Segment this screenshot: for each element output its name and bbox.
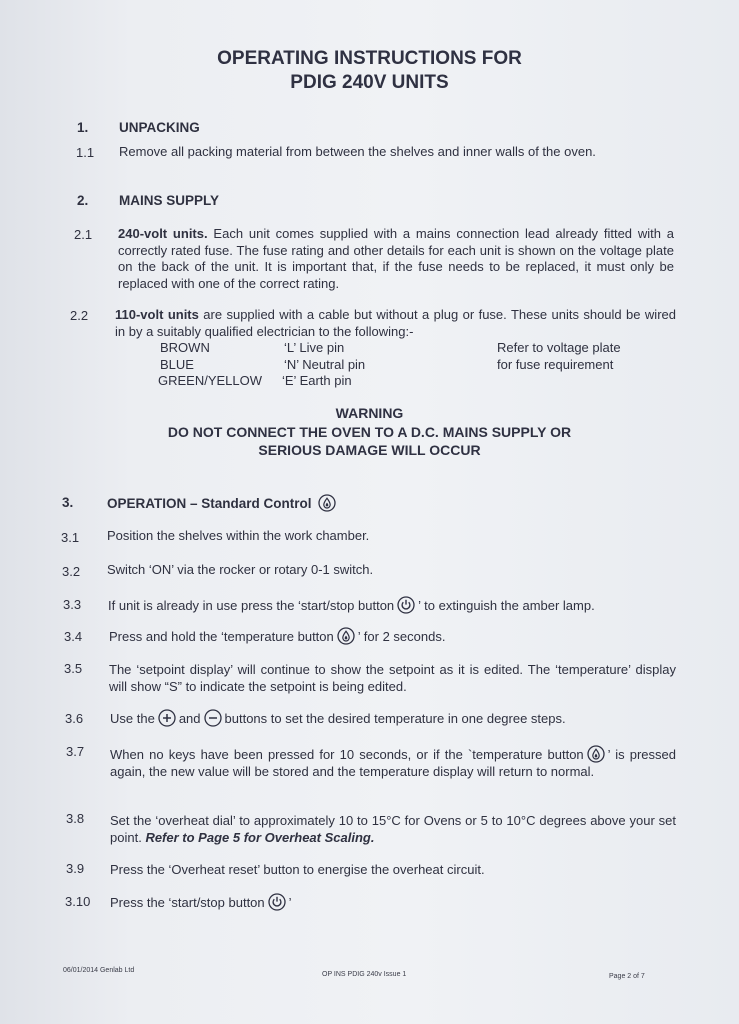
item-3-9-number: 3.9: [66, 861, 85, 876]
title-line-2: PDIG 240V UNITS: [290, 72, 449, 93]
item-3-10-line: [110, 893, 292, 912]
temperature-icon: [318, 494, 336, 512]
item-3-8-text: [110, 813, 676, 846]
item-2-2-paragraph: [115, 307, 676, 340]
wiring-pin: ‘E’ Earth pin: [282, 373, 352, 388]
item-3-7-text: [110, 745, 676, 780]
section-3-heading-wrap: [107, 494, 339, 512]
footer-doc-ref: OP INS PDIG 240v Issue 1: [322, 971, 407, 978]
item-3-7-text-a: When no keys have been pressed for 10 seconds, or if the `temperature button: [110, 747, 584, 762]
item-3-5-text: The ‘setpoint display’ will continue to show the setpoint as it is edited. The ‘temperature’ display will show “S” to indicate the setpoint is being edited.: [109, 662, 676, 694]
wiring-pin: ‘N’ Neutral pin: [284, 357, 366, 372]
item-3-1-text: Position the shelves within the work chamber.: [107, 528, 370, 543]
item-3-6-text-b: and: [178, 711, 201, 726]
warning-box: [0, 404, 739, 460]
item-3-5-number: 3.5: [64, 661, 83, 676]
plus-icon: [158, 709, 176, 727]
section-2-number: 2.: [77, 193, 89, 208]
item-3-8-text-a: Set the ‘overheat dial’ to approximately 10 to 15°C for Ovens or 5 to 10°C degrees above your set point.: [110, 813, 676, 845]
wiring-note: Refer to voltage plate: [497, 340, 621, 355]
item-3-10-number: 3.10: [65, 894, 91, 909]
warning-line-2: DO NOT CONNECT THE OVEN TO A D.C. MAINS SUPPLY OR: [167, 423, 572, 440]
warning-title: WARNING: [335, 405, 404, 421]
item-3-3-text-b: ’ to extinguish the amber lamp.: [418, 598, 595, 613]
item-1-1-text: Remove all packing material from between the shelves and inner walls of the oven.: [119, 144, 596, 159]
item-1-1-number: 1.1: [76, 145, 95, 160]
item-3-8-number: 3.8: [66, 811, 85, 826]
section-2-heading: MAINS SUPPLY: [119, 193, 220, 208]
item-3-8-reference: Refer to Page 5 for Overheat Scaling.: [145, 829, 375, 845]
item-3-3-number: 3.3: [63, 597, 82, 612]
wiring-colour: GREEN/YELLOW: [158, 373, 263, 388]
temperature-icon: [587, 745, 605, 763]
item-3-2-text: Switch ‘ON’ via the rocker or rotary 0-1 switch.: [107, 562, 374, 577]
section-1-number: 1.: [77, 120, 89, 135]
item-3-6-text-a: Use the: [110, 711, 155, 726]
item-3-7-number: 3.7: [66, 744, 85, 759]
item-2-1-paragraph: [118, 226, 674, 292]
footer-date: 06/01/2014 Genlab Ltd: [63, 967, 135, 974]
item-2-1-number: 2.1: [74, 227, 93, 242]
wiring-note: for fuse requirement: [497, 357, 614, 372]
item-3-4-text-b: ’ for 2 seconds.: [357, 629, 446, 644]
item-2-1-bold: 240-volt units.: [118, 226, 208, 241]
title-line-1: OPERATING INSTRUCTIONS FOR: [217, 48, 522, 69]
item-3-9-text: Press the ‘Overheat reset’ button to energise the overheat circuit.: [110, 862, 485, 877]
item-3-10-text-b: ’: [288, 895, 292, 910]
wiring-colour: BROWN: [160, 340, 210, 355]
item-3-1-number: 3.1: [61, 530, 80, 545]
item-3-4-text-a: Press and hold the ‘temperature button: [109, 629, 334, 644]
item-3-6-line: [110, 709, 566, 728]
item-2-1-text: Each unit comes supplied with a mains connection lead already fitted with a correctly rated fuse. The fuse rating and other details for each unit is shown on the voltage plate on the back of the unit. It is important that, if the fuse needs to be replaced, it must only be replaced with one of the correct rating.: [118, 226, 674, 291]
section-3-number: 3.: [62, 495, 74, 510]
section-1-heading: UNPACKING: [119, 120, 200, 135]
item-3-4-number: 3.4: [64, 629, 83, 644]
wiring-pin: ‘L’ Live pin: [284, 340, 345, 355]
item-3-3-text-a: If unit is already in use press the ‘start/stop button: [108, 598, 395, 613]
item-3-3-line: [108, 596, 595, 615]
item-3-4-line: [109, 627, 445, 646]
item-2-2-bold: 110-volt units: [115, 307, 199, 322]
page-title: [0, 47, 739, 95]
item-3-10-text-a: Press the ‘start/stop button: [110, 895, 265, 910]
item-3-2-number: 3.2: [62, 564, 81, 579]
power-icon: [397, 596, 415, 614]
item-3-6-number: 3.6: [65, 711, 84, 726]
wiring-colour: BLUE: [160, 357, 194, 372]
power-icon: [268, 893, 286, 911]
temperature-icon: [337, 627, 355, 645]
item-2-2-number: 2.2: [70, 308, 89, 323]
section-3-heading: OPERATION – Standard Control: [107, 496, 312, 511]
item-2-2-text: are supplied with a cable but without a plug or fuse. These units should be wired in by a suitably qualified electrician to the following:-: [115, 307, 676, 339]
minus-icon: [204, 709, 222, 727]
item-3-7-text-b: ’ is pressed again, the new value will be stored and the temperature display will return to normal.: [110, 747, 676, 779]
warning-line-3: SERIOUS DAMAGE WILL OCCUR: [258, 442, 481, 458]
footer-page-number: Page 2 of 7: [609, 973, 645, 980]
item-3-6-text-c: buttons to set the desired temperature in one degree steps.: [224, 711, 566, 726]
